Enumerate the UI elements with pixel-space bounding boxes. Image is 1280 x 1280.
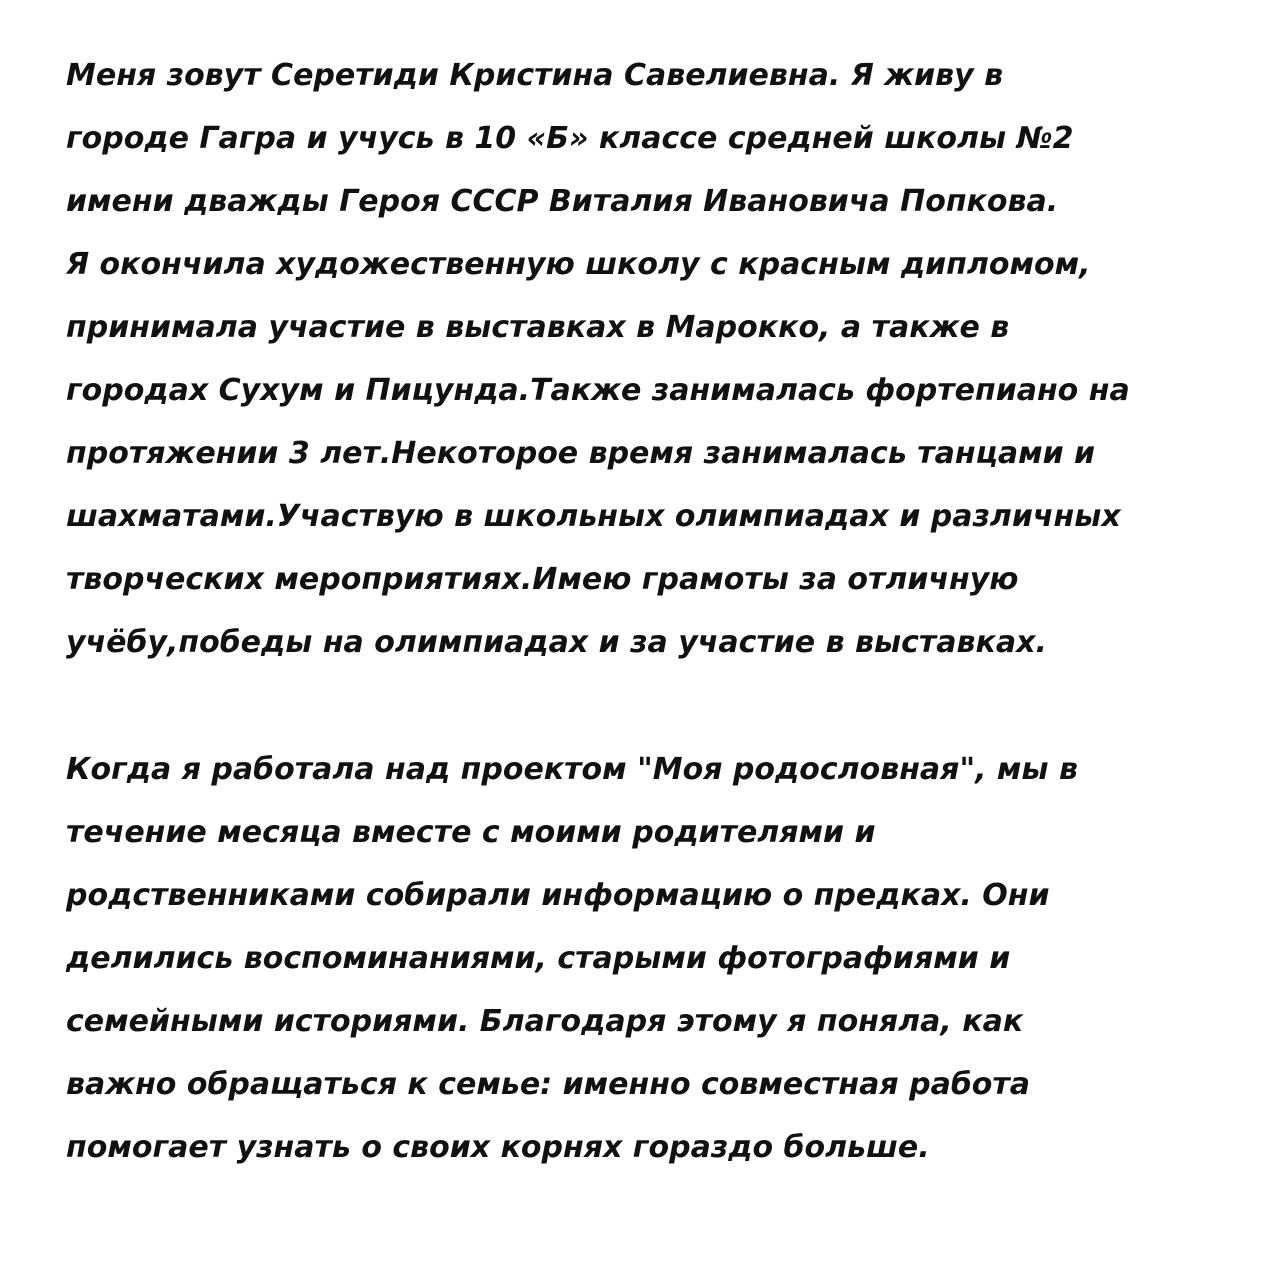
text-line: городах Сухум и Пицунда.Также занималась фортепиано на [66,373,1130,408]
paragraph-biography [66,44,1226,674]
text-line: городе Гагра и учусь в 10 «Б» классе средней школы №2 [66,121,1074,156]
document-page [66,44,1226,1179]
text-line: протяжении 3 лет.Некоторое время занималась танцами и [66,436,1096,471]
text-line: родственниками собирали информацию о предках. Они [66,878,1050,913]
text-line: семейными историями. Благодаря этому я поняла, как [66,1004,1024,1039]
text-line: помогает узнать о своих корнях гораздо больше. [66,1130,930,1165]
text-line: Я окончила художественную школу с красным дипломом, [66,247,1091,282]
text-line: учёбу,победы на олимпиадах и за участие в выставках. [66,625,1047,660]
text-line: имени дважды Героя СССР Виталия Ивановича Попкова. [66,184,1059,219]
text-line: важно обращаться к семье: именно совместная работа [66,1067,1031,1102]
paragraph-spacer [66,674,1226,738]
text-line: принимала участие в выставках в Марокко, а также в [66,310,1010,345]
text-line: течение месяца вместе с моими родителями и [66,815,876,850]
text-line: творческих мероприятиях.Имею грамоты за отличную [66,562,1019,597]
text-line: делились воспоминаниями, старыми фотографиями и [66,941,1011,976]
text-line: Когда я работала над проектом "Моя родословная", мы в [66,752,1078,787]
paragraph-project [66,738,1226,1179]
text-line: Меня зовут Серетиди Кристина Савелиевна. Я живу в [66,58,1004,93]
text-line: шахматами.Участвую в школьных олимпиадах и различных [66,499,1121,534]
